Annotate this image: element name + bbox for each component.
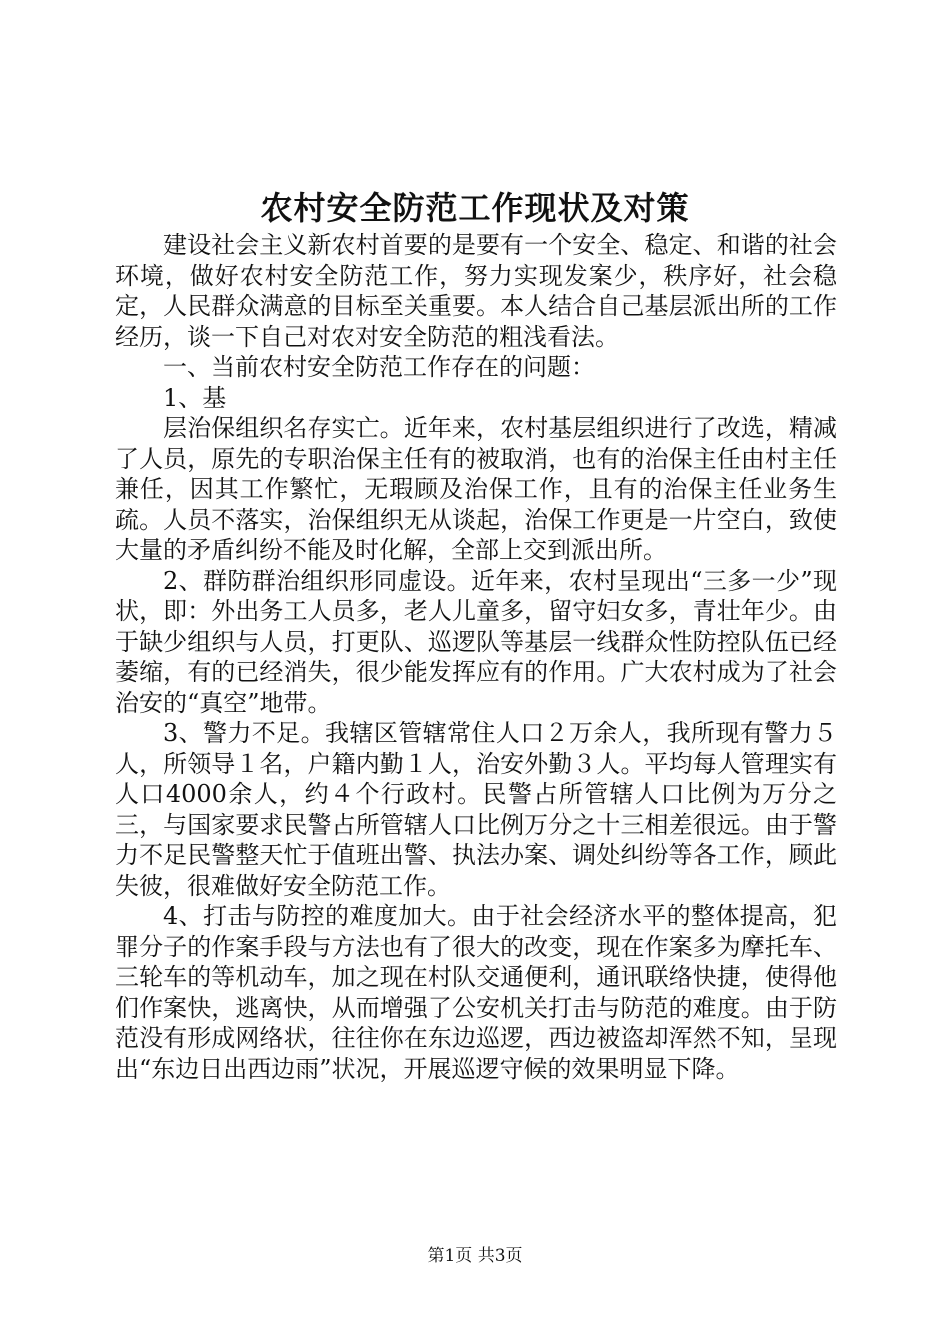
- item-2-paragraph: 2、群防群治组织形同虚设。近年来，农村呈现出“三多一少”现状，即：外出务工人员多，老人儿童多，留守妇女多，青壮年少。由于缺少组织与人员，打更队、巡逻队等基层一线群众性防控队伍已经萎缩，有的已经消失，很少能发挥应有的作用。广大农村成为了社会治安的“真空”地带。: [115, 566, 837, 717]
- document-body: [115, 230, 837, 1084]
- document-title: 农村安全防范工作现状及对策: [260, 189, 690, 227]
- section-heading: 一、当前农村安全防范工作存在的问题：: [163, 353, 595, 381]
- item-4-paragraph: 4、打击与防控的难度加大。由于社会经济水平的整体提高，犯罪分子的作案手段与方法也有了很大的改变，现在作案多为摩托车、三轮车的等机动车，加之现在村队交通便利，通讯联络快捷，使得他们作案快，逃离快，从而增强了公安机关打击与防范的难度。由于防范没有形成网络状，往往你在东边巡逻，西边被盗却浑然不知，呈现出“东边日出西边雨”状况，开展巡逻守候的效果明显下降。: [115, 902, 837, 1083]
- page-footer: 第1页 共3页: [427, 1246, 523, 1266]
- item-1-paragraph: 层治保组织名存实亡。近年来，农村基层组织进行了改选，精减了人员，原先的专职治保主任有的被取消，也有的治保主任由村主任兼任，因其工作繁忙，无瑕顾及治保工作，且有的治保主任业务生疏。人员不落实，治保组织无从谈起，治保工作更是一片空白，致使大量的矛盾纠纷不能及时化解，全部上交到派出所。: [115, 414, 837, 564]
- intro-paragraph: 建设社会主义新农村首要的是要有一个安全、稳定、和谐的社会环境，做好农村安全防范工作，努力实现发案少，秩序好，社会稳定，人民群众满意的目标至关重要。本人结合自己基层派出所的工作经历，谈一下自己对农对安全防范的粗浅看法。: [115, 231, 837, 351]
- item-1-number: 1、基: [163, 383, 227, 412]
- item-3-paragraph: 3、警力不足。我辖区管辖常住人口２万余人，我所现有警力５人，所领导１名，户籍内勤１人，治安外勤３人。平均每人管理实有人口4000余人，约４个行政村。民警占所管辖人口比例为万分之三，与国家要求民警占所管辖人口比例万分之十三相差很远。由于警力不足民警整天忙于值班出警、执法办案、调处纠纷等各工作，顾此失彼，很难做好安全防范工作。: [115, 719, 837, 900]
